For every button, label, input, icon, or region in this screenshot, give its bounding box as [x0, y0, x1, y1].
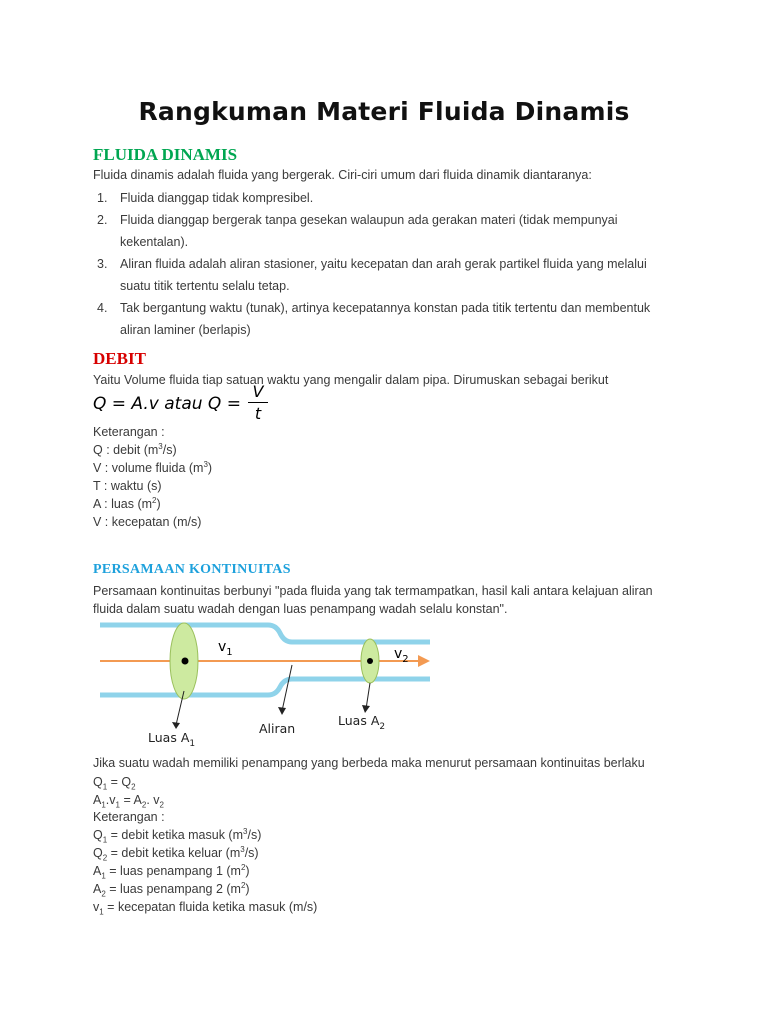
pointer-a2 — [366, 683, 370, 709]
particle-dot-2 — [367, 658, 373, 664]
list-number: 2. — [97, 213, 108, 227]
list-item-text: aliran laminer (berlapis) — [120, 323, 251, 337]
equation-q1-q2: $Q_1 = Q_2$ — [93, 775, 136, 792]
particle-dot-1 — [182, 658, 189, 665]
kontinuitas-keterangan-label: Keterangan : — [93, 810, 165, 824]
legend-q2: $Q_2$ = debit ketika keluar $(m^3/s)$ — [93, 844, 259, 863]
kontinuitas-after-text: Jika suatu wadah memiliki penampang yang berbeda maka menurut persamaan kontinuitas berlaku — [93, 756, 645, 770]
pointer-a2-head — [362, 705, 370, 713]
debit-legend-v: V : volume fluida $(m^3)$ — [93, 459, 213, 475]
luas-a2-label: Luas $A_2$ — [338, 713, 386, 732]
heading-fluida-dinamis: FLUIDA DINAMIS — [93, 145, 238, 164]
heading-debit: DEBIT — [93, 349, 146, 368]
pipe-top-wall — [100, 625, 430, 642]
pointer-a1-head — [172, 722, 180, 729]
equation-a1v1-a2v2: $A_1.v_1 = A_2$. $v_2$ — [93, 793, 164, 810]
kontinuitas-text-2: fluida dalam suatu wadah dengan luas penampang wadah selalu konstan". — [93, 602, 508, 616]
velocity-v1-label: $v_1$ — [218, 639, 233, 658]
legend-v1: $v_1$ = kecepatan fluida ketika masuk (m/s) — [93, 900, 318, 917]
continuity-pipe-diagram — [100, 615, 435, 751]
debit-legend-v2: V : kecepatan (m/s) — [93, 515, 202, 529]
legend-q1: $Q_1$ = debit ketika masuk $(m^3/s)$ — [93, 826, 262, 845]
page-title: Rangkuman Materi Fluida Dinamis — [138, 97, 630, 126]
fluida-intro: Fluida dinamis adalah fluida yang bergerak. Ciri-ciri umum dari fluida dinamik diantaranya: — [93, 168, 592, 182]
list-item-text: Fluida dianggap bergerak tanpa gesekan walaupun ada gerakan materi (tidak mempunyai — [120, 213, 618, 227]
debit-legend-q: Q : debit $(m^3/s)$ — [93, 441, 177, 457]
legend-a1: $A_1$ = luas penampang 1 $(m^2)$ — [93, 862, 250, 881]
velocity-v2-label: $v_2$ — [394, 646, 409, 665]
debit-keterangan-label: Keterangan : — [93, 425, 165, 439]
list-number: 1. — [97, 191, 108, 205]
list-item-text: Tak bergantung waktu (tunak), artinya kecepatannya konstan pada titik tertentu dan membentuk — [120, 301, 651, 315]
debit-legend-a: A : luas $(m^2)$ — [93, 495, 161, 511]
fraction-denominator: t — [254, 404, 262, 423]
debit-legend-t: T : waktu (s) — [93, 479, 162, 493]
formula-fraction — [247, 381, 269, 424]
aliran-label: Aliran — [259, 721, 296, 736]
legend-a2: $A_2$ = luas penampang 2 $(m^2)$ — [93, 880, 250, 899]
list-item-text: kekentalan). — [120, 235, 189, 249]
pipe-bottom-wall — [100, 679, 430, 695]
fraction-numerator: V — [252, 382, 264, 401]
heading-kontinuitas: PERSAMAAN KONTINUITAS — [93, 562, 291, 577]
list-number: 4. — [97, 301, 108, 315]
list-number: 3. — [97, 257, 108, 271]
flow-arrow-head — [418, 655, 430, 667]
list-item-text: Fluida dianggap tidak kompresibel. — [120, 191, 314, 205]
pointer-aliran — [282, 665, 292, 711]
list-item-text: Aliran fluida adalah aliran stasioner, yaitu kecepatan dan arah gerak partikel fluida yang melalui — [120, 257, 647, 271]
list-item-text: suatu titik tertentu selalu tetap. — [120, 279, 290, 293]
debit-formula: Q = A.v atau Q = — [93, 394, 241, 414]
pointer-aliran-head — [278, 707, 286, 715]
kontinuitas-text-1: Persamaan kontinuitas berbunyi "pada fluida yang tak termampatkan, hasil kali antara kelajuan aliran — [93, 584, 653, 598]
debit-intro: Yaitu Volume fluida tiap satuan waktu yang mengalir dalam pipa. Dirumuskan sebagai berikut — [93, 373, 609, 387]
luas-a1-label: Luas $A_1$ — [148, 730, 196, 749]
